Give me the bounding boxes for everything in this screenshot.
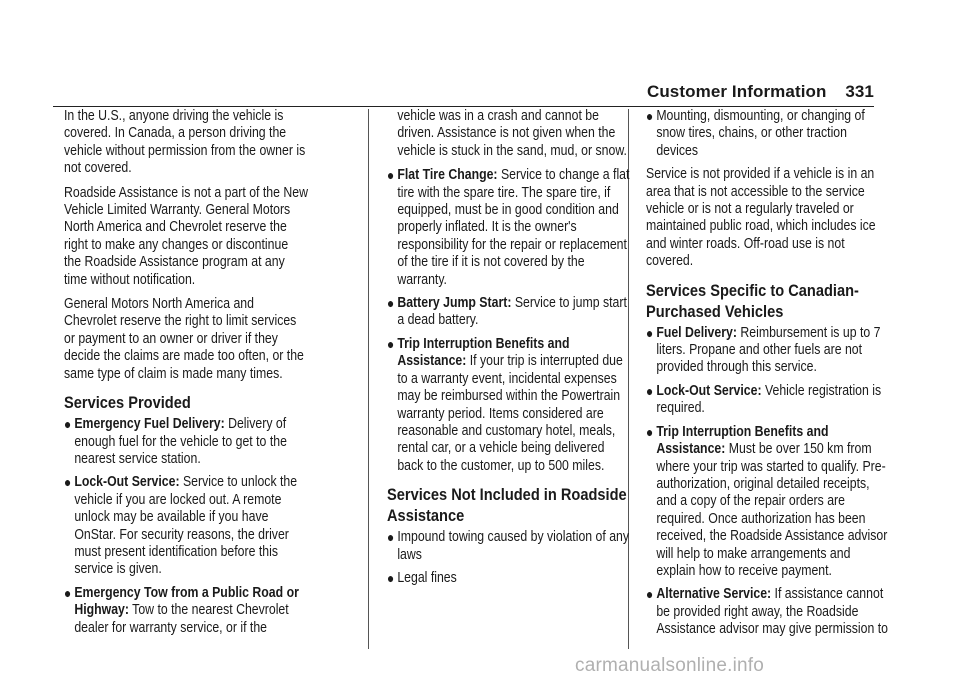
bullet-icon: ● <box>64 416 72 433</box>
list-item <box>387 295 631 330</box>
section-heading: Services Provided <box>64 393 191 413</box>
item-text: If your trip is interrupted due to a warranty event, incidental expenses may be reimbursed within the Powertrain warranty period. Items considered are reasonable and customary hotel, meals, rental car, or a vehicle being delivered back to the customer, up to 500 miles. <box>397 353 623 474</box>
bullet-icon: ● <box>646 108 654 124</box>
item-term: Fuel Delivery: <box>656 324 737 341</box>
column-2 <box>387 108 631 593</box>
item-term: Emergency Tow from a Public Road or Highway: <box>74 584 299 619</box>
page-header <box>647 82 874 102</box>
item-text: Legal fines <box>397 569 457 586</box>
list-item <box>646 383 890 418</box>
item-text: Delivery of enough fuel for the vehicle to get to the nearest service station. <box>74 416 287 467</box>
paragraph: In the U.S., anyone driving the vehicle is covered. In Canada, a person driving the vehicle without permission from the owner is not covered. <box>64 108 306 177</box>
header-rule <box>53 106 874 107</box>
item-text: If assistance cannot be provided right away, the Roadside Assistance advisor may give permission to <box>656 586 888 638</box>
bullet-icon: ● <box>646 382 654 399</box>
bullet-icon: ● <box>646 324 654 341</box>
item-text: Must be over 150 km from where your trip was started to qualify. Pre-authorization, original detailed receipts, and a copy of the repair orders are required. Once authorization has been received, the Roadside Assistance advisor will help to make arrangements and explain how to receive payment. <box>656 441 888 579</box>
bullet-icon: ● <box>64 584 72 601</box>
bullet-icon: ● <box>387 569 395 586</box>
paragraph: Roadside Assistance is not a part of the New Vehicle Limited Warranty. General Motors North America and Chevrolet reserve the right to make any changes or discontinue the Roadside Assistance program at any time without notification. <box>64 184 308 288</box>
bullet-icon: ● <box>387 167 395 184</box>
list-item <box>387 529 631 564</box>
bullet-icon: ● <box>646 423 654 440</box>
paragraph: Service is not provided if a vehicle is in an area that is not accessible to the service vehicle or is not a regularly traveled or maintained public road, which includes ice and winter roads. Off-road use is not covered. <box>646 166 876 270</box>
bullet-icon: ● <box>387 295 395 312</box>
list-item <box>646 108 890 160</box>
page-number: 331 <box>845 82 874 101</box>
item-term: Lock-Out Service: <box>656 382 762 399</box>
bullet-icon: ● <box>64 474 72 491</box>
item-term: Alternative Service: <box>656 586 772 603</box>
item-term: Trip Interruption Benefits and Assistance: <box>397 335 570 370</box>
list-item <box>387 336 631 475</box>
item-term: Emergency Fuel Delivery: <box>74 416 225 433</box>
watermark-link[interactable]: carmanualsonline.info <box>575 655 765 676</box>
item-term: Lock-Out Service: <box>74 474 180 491</box>
bullet-icon: ● <box>387 529 395 546</box>
item-text: Reimbursement is up to 7 liters. Propane and other fuels are not provided through this service. <box>656 324 881 376</box>
item-term: Flat Tire Change: <box>397 167 498 184</box>
list-item <box>646 424 890 581</box>
paragraph: General Motors North America and Chevrolet reserve the right to limit services or payment to an owner or driver if they decide the claims are made too often, or the same type of claim is made many times. <box>64 296 304 382</box>
header-title: Customer Information <box>646 82 827 101</box>
list-item <box>646 586 890 638</box>
item-text: Service to unlock the vehicle if you are locked out. A remote unlock may be available if you have OnStar. For security reasons, the driver must present identification before this service is given. <box>74 474 298 578</box>
section-heading: Services Specific to Canadian-Purchased Vehicles <box>646 280 859 321</box>
item-term: Trip Interruption Benefits and Assistance: <box>656 423 829 458</box>
list-item <box>64 416 308 468</box>
list-item <box>64 474 308 578</box>
bullet-icon: ● <box>387 335 395 352</box>
continued-text: vehicle was in a crash and cannot be driven. Assistance is not given when the vehicle is stuck in the sand, mud, or snow. <box>397 108 627 159</box>
item-text: Service to jump start a dead battery. <box>397 295 627 329</box>
column-3 <box>646 108 890 645</box>
list-item <box>387 570 631 587</box>
bullet-icon: ● <box>646 586 654 603</box>
section-heading: Services Not Included in Roadside Assistance <box>387 485 627 526</box>
column-divider-1 <box>368 109 369 649</box>
item-text: Mounting, dismounting, or changing of snow tires, chains, or other traction devices <box>656 108 865 159</box>
list-item <box>646 325 890 377</box>
column-1 <box>64 108 308 643</box>
item-text: Vehicle registration is required. <box>656 382 882 417</box>
item-term: Battery Jump Start: <box>397 295 512 312</box>
item-text: Service to change a flat tire with the spare tire. The spare tire, if equipped, must be in good condition and properly inflated. It is the owner's responsibility for the repair or replacement of the tire if it is not covered by the warranty. <box>397 167 630 288</box>
item-text: Tow to the nearest Chevrolet dealer for warranty service, or if the <box>74 602 289 636</box>
list-item <box>387 167 631 289</box>
item-text: Impound towing caused by violation of any laws <box>397 529 630 563</box>
list-item <box>64 585 308 637</box>
